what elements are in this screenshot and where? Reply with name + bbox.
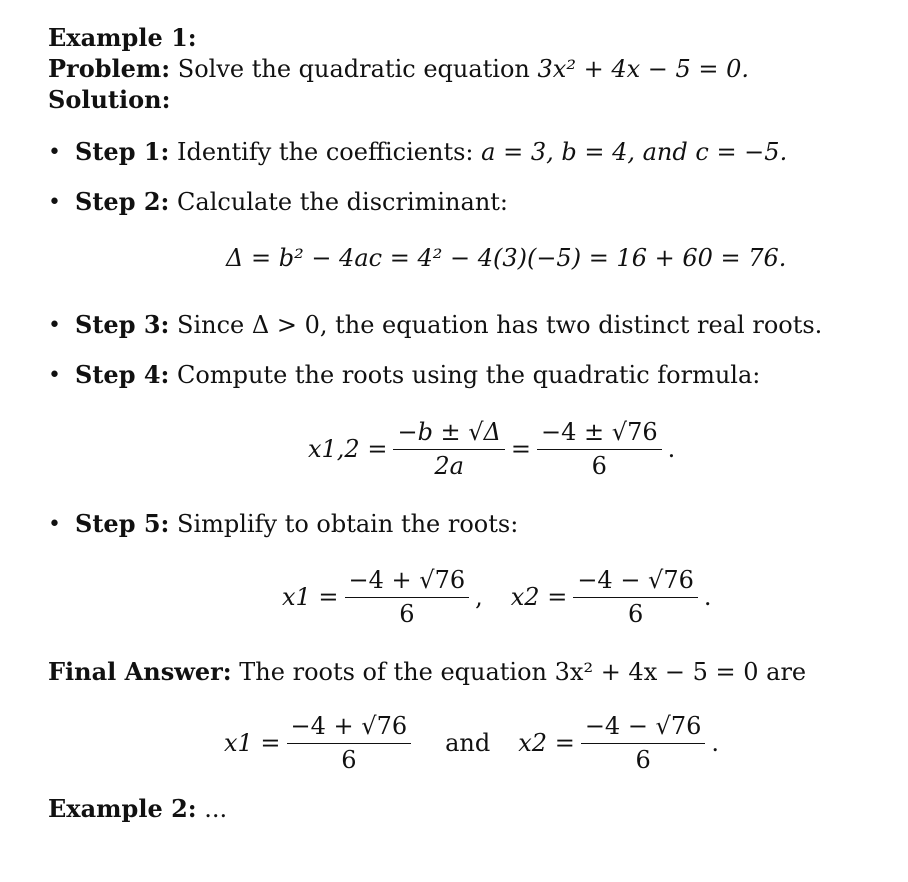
step-label: Step 2:	[75, 187, 170, 216]
bullet-5: •	[48, 512, 61, 537]
x2-lhs: x2 =	[518, 728, 575, 757]
step-label: Step 4:	[75, 360, 170, 389]
step-label: Step 3:	[75, 310, 170, 339]
comma: ,	[475, 582, 483, 611]
bullet-2: •	[48, 190, 61, 215]
period: .	[703, 582, 712, 611]
fraction-denominator: 6	[635, 745, 651, 774]
roots-equation	[282, 566, 712, 629]
fraction-denominator: 6	[627, 599, 644, 628]
problem-line	[48, 55, 749, 84]
step-5	[75, 510, 518, 539]
x1-fraction	[345, 566, 470, 629]
example-2-line	[48, 795, 227, 824]
step-math: a = 3, b = 4, and c = −5.	[481, 138, 788, 166]
step-4	[75, 361, 760, 390]
x12-lhs: x1,2 =	[308, 434, 388, 463]
example-2-heading: Example 2:	[48, 794, 197, 823]
fraction-numerator: −4 + √76	[287, 712, 412, 744]
equals-sign: =	[510, 434, 532, 463]
step-3	[75, 311, 822, 340]
fraction-denominator: 2a	[434, 451, 464, 480]
problem-label: Problem:	[48, 54, 171, 83]
step-text: Identify the coefficients:	[177, 138, 474, 166]
fraction-numeric	[537, 418, 662, 481]
bullet-3: •	[48, 313, 61, 338]
step-text: Calculate the discriminant:	[177, 188, 509, 216]
fraction-denominator: 6	[399, 599, 415, 628]
discriminant-equation: Δ = b² − 4ac = 4² − 4(3)(−5) = 16 + 60 = 76.	[226, 244, 787, 272]
fraction-general	[393, 418, 504, 481]
x1-fraction	[287, 712, 412, 775]
example-2-text: ...	[204, 795, 228, 823]
problem-text: Solve the quadratic equation	[177, 55, 530, 83]
x1-lhs: x1 =	[224, 728, 281, 757]
final-answer-line	[48, 658, 806, 687]
problem-equation: 3x² + 4x − 5 = 0.	[537, 55, 750, 83]
bullet-1: •	[48, 140, 61, 165]
x2-fraction	[573, 566, 698, 629]
solution-label: Solution:	[48, 85, 171, 114]
fraction-numerator: −4 − √76	[581, 712, 706, 744]
fraction-numerator: −b ± √Δ	[393, 418, 504, 450]
step-2	[75, 188, 508, 217]
step-label: Step 1:	[75, 137, 170, 166]
final-answer-label: Final Answer:	[48, 657, 232, 686]
fraction-numerator: −4 + √76	[345, 566, 470, 598]
period: .	[711, 728, 720, 757]
final-roots-equation	[224, 712, 719, 775]
fraction-numerator: −4 − √76	[573, 566, 698, 598]
x1-lhs: x1 =	[282, 582, 339, 611]
x2-fraction	[581, 712, 706, 775]
period: .	[667, 434, 676, 463]
x2-lhs: x2 =	[510, 582, 568, 611]
bullet-4: •	[48, 363, 61, 388]
final-answer-text: The roots of the equation 3x² + 4x − 5 = 0 are	[239, 658, 807, 686]
fraction-numerator: −4 ± √76	[537, 418, 662, 450]
fraction-denominator: 6	[341, 745, 357, 774]
step-label: Step 5:	[75, 509, 170, 538]
and-word: and	[445, 728, 491, 757]
example-1-heading: Example 1:	[48, 23, 197, 52]
quadratic-formula-equation	[308, 418, 675, 481]
step-1	[75, 138, 787, 167]
step-text: Since Δ > 0, the equation has two distinct real roots.	[177, 311, 823, 339]
fraction-denominator: 6	[591, 451, 607, 480]
step-text: Simplify to obtain the roots:	[177, 510, 519, 538]
step-text: Compute the roots using the quadratic formula:	[177, 361, 761, 389]
